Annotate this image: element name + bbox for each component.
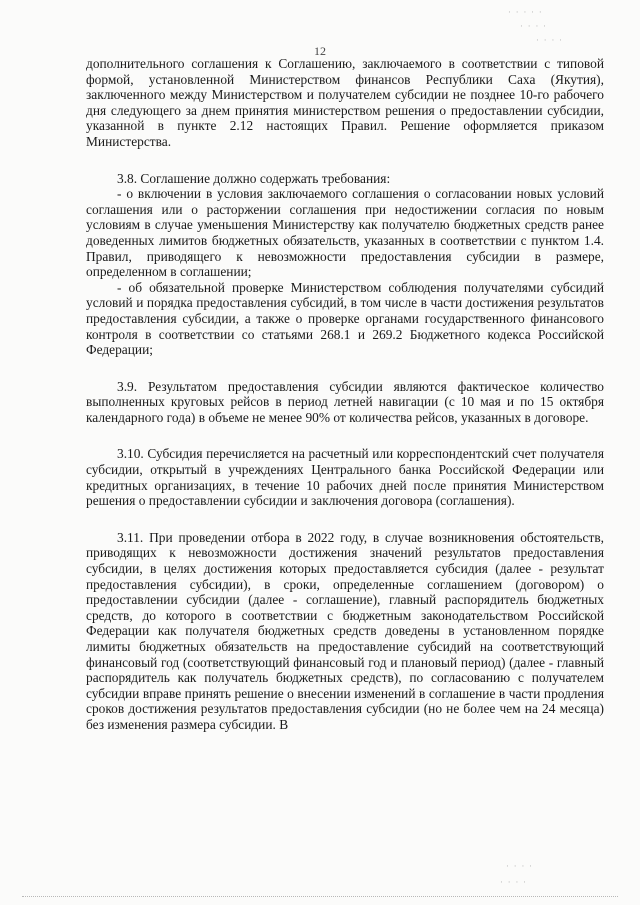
paragraph-3-11: 3.11. При проведении отбора в 2022 году, в случае возникновения обстоятельств, приводящих к невозможности достижения значений результатов предоставления субсидии, в целях достижения которых предоставляется субсидия (далее - результат предоставления субсидии), в сроки, определенные соглашением (договором) о предоставлении субсидии (далее - соглашение), главный распорядитель бюджетных средств, до которого в соответствии с бюджетным законодательством Российской Федерации как получателя бюджетных средств доведены в установленном порядке лимиты бюджетных обязательств на предоставление субсидий на соответствующий финансовый год (соответствующий финансовый год и плановый период) (далее - главный распорядитель как получатель бюджетных средств), по согласованию с получателем субсидии вправе принять решение о внесении изменений в соглашение в части продления сроков достижения результатов предоставления субсидии (но не более чем на 24 месяца) без изменения размера субсидии. В (86, 529, 604, 732)
paragraph-3-8-item-b: - об обязательной проверке Министерством соблюдения получателями субсидий условий и порядка предоставления субсидий, в том числе в части достижения результатов предоставления субсидии, а также о проверке органами государственного финансового контроля в соответствии со статьями 268.1 и 269.2 Бюджетного кодекса Российской Федерации; (86, 279, 604, 358)
scan-artifact: · · · · (506, 862, 534, 872)
scan-artifact: · · · · · (508, 8, 543, 18)
scan-artifact: · · · · (500, 878, 528, 888)
document-body (86, 56, 604, 733)
paragraph-continuation: дополнительного соглашения к Соглашению, заключаемого в соответствии с типовой формой, установленной Министерством финансов Республики Саха (Якутия), заключенного между Министерством и получателем субсидии не позднее 10-го рабочего дня следующего за днем принятия министерством решения о предоставлении субсидии, указанной в пункте 2.12 настоящих Правил. Решение оформляется приказом Министерства. (86, 56, 604, 149)
paragraph-3-8-item-a: - о включении в условия заключаемого соглашения о согласовании новых условий соглашения или о расторжении соглашения при недостижении согласия по новым условиям в случае уменьшения Министерству как получателю бюджетных средств ранее доведенных лимитов бюджетных обязательств, указанных в соответствии с пунктом 1.4. Правил, приводящего к невозможности предоставления субсидии в размере, определенном в соглашении; (86, 186, 604, 280)
page-number: 12 (314, 44, 326, 58)
paragraph-3-8-heading: 3.8. Соглашение должно содержать требования: (117, 170, 391, 186)
paragraph-3-9: 3.9. Результатом предоставления субсидии являются фактическое количество выполненных круговых рейсов в период летней навигации (с 10 мая и по 15 октября календарного года) в объеме не менее 90% от количества рейсов, указанных в договоре. (86, 378, 604, 425)
page-bottom-border (22, 896, 618, 897)
scan-artifact: · · · · (520, 22, 548, 32)
paragraph-3-10: 3.10. Субсидия перечисляется на расчетный или корреспондентский счет получателя субсидии, открытый в учреждениях Центрального банка Российской Федерации или кредитных организациях, в течение 10 рабочих дней после принятия Министерством решения о предоставлении субсидии и заключения договора (соглашения). (86, 446, 604, 509)
scan-artifact: · · · · (536, 36, 564, 46)
